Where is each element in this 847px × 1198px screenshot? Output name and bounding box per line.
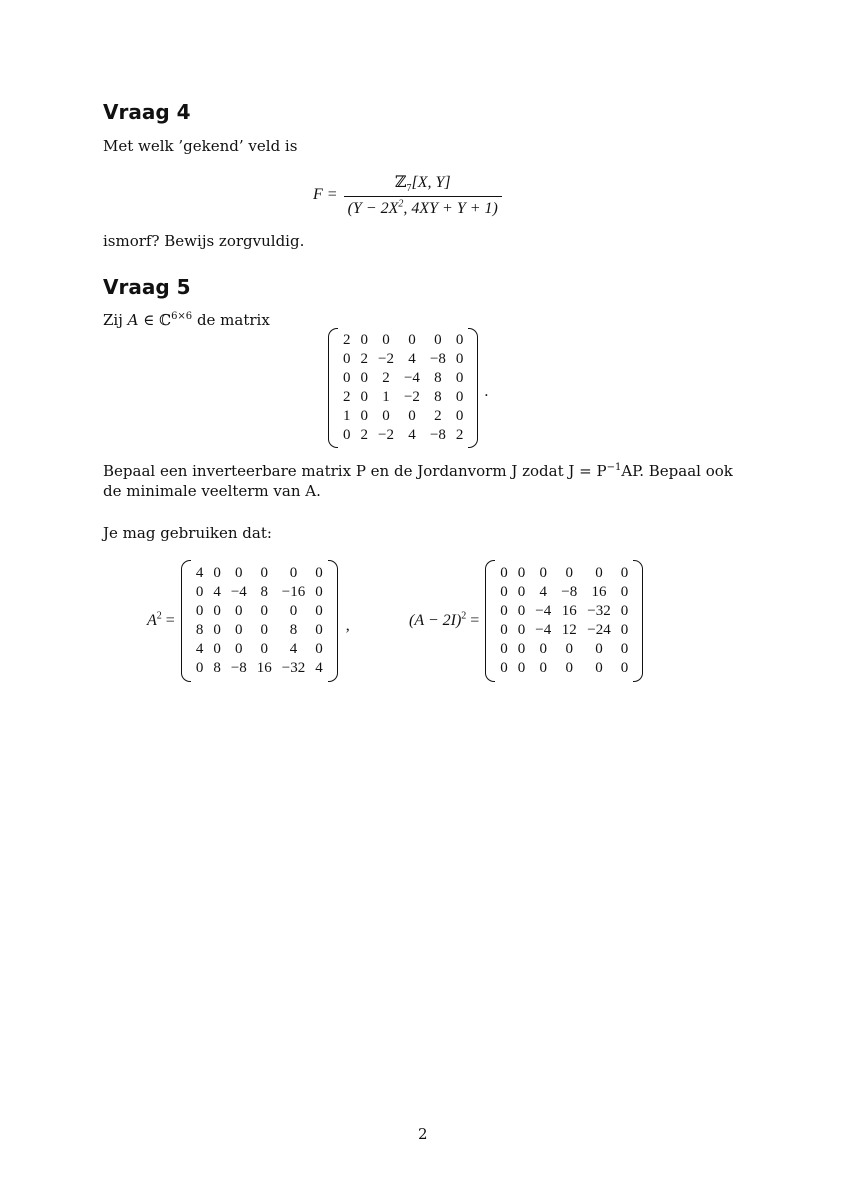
q5-intro-post: de matrix: [192, 311, 270, 329]
matrix-a2-row: [191, 640, 328, 659]
matrix-b-cell: 0: [620, 603, 629, 619]
matrix-a2-cell: 0: [289, 565, 298, 581]
matrix-a2-row: [191, 659, 328, 678]
matrix-b-cell: 0: [620, 641, 629, 657]
matrix-a-cell: 2: [343, 389, 351, 405]
matrix-a2-cell: 0: [213, 603, 221, 619]
q5-task-line1-text: Bepaal een inverteerbare matrix P en de Jordanvorm J zodat J = P: [103, 462, 607, 480]
matrix-a2-cell: 16: [256, 660, 272, 676]
matrix-a-right-paren: [468, 328, 478, 448]
matrix-a-cell: 2: [434, 408, 442, 424]
matrix-a-cell: 2: [382, 370, 390, 386]
matrix-a-cell: 0: [343, 427, 351, 443]
matrix-a-cell: 0: [360, 408, 368, 424]
q5-task-line2: de minimale veelterm van A.: [103, 482, 321, 500]
matrix-a2-cell: 0: [235, 565, 243, 581]
matrix-b-cell: 0: [500, 660, 508, 676]
matrix-b-cell: 0: [539, 660, 548, 676]
matrix-a2-cell: 8: [195, 622, 204, 638]
q4-den-b: , 4XY + Y + 1): [403, 200, 498, 218]
q5-intro: [103, 310, 270, 330]
matrix-a-period: .: [484, 383, 489, 400]
matrix-a2-cell: 4: [195, 565, 204, 581]
matrix-b-cell: 0: [595, 565, 603, 581]
matrix-a2-cell: 0: [213, 622, 221, 638]
matrix-b-right-paren: [633, 560, 643, 682]
matrix-a-cell: 0: [455, 370, 464, 386]
matrix-b-cell: 0: [565, 660, 573, 676]
matrix-a2-cell: 4: [315, 660, 323, 676]
matrix-b-row: [495, 640, 633, 659]
matrix-a-cell: 0: [343, 351, 351, 367]
matrix-b-cell: 0: [565, 641, 573, 657]
matrix-a-cell: 0: [360, 332, 368, 348]
matrix-a2-cell: 0: [235, 641, 243, 657]
q4-outro: ismorf? Bewijs zorgvuldig.: [103, 232, 305, 250]
a2-label-exp: 2: [156, 610, 162, 622]
matrix-a-cell: −4: [403, 370, 420, 386]
matrix-b-cell: 0: [500, 584, 508, 600]
q5-intro-exp: 6×6: [171, 311, 193, 322]
b-label: [409, 612, 479, 630]
matrix-a2-cell: 0: [289, 603, 298, 619]
matrix-a2-cell: 0: [213, 565, 221, 581]
matrix-a-cell: −2: [378, 427, 394, 443]
matrix-b-cell: 0: [539, 565, 548, 581]
matrix-a: [328, 328, 478, 448]
matrix-a-cell: 0: [455, 408, 464, 424]
matrix-a-cell: 2: [360, 427, 368, 443]
matrix-a-cell: 0: [343, 370, 351, 386]
matrix-a2-row: [191, 583, 328, 602]
matrix-b-cell: 0: [500, 641, 508, 657]
q5-intro-mid: ∈ ℂ: [138, 311, 172, 329]
matrix-b-cell: 0: [517, 660, 526, 676]
q4-intro: Met welk ’gekend’ veld is: [103, 137, 298, 155]
matrix-a-cell: 0: [455, 332, 464, 348]
matrix-a-cell: 8: [434, 370, 442, 386]
matrix-a-cell: 1: [343, 408, 351, 424]
matrix-b: [485, 560, 643, 682]
matrix-a2-right-paren: [328, 560, 338, 682]
matrix-b-cell: 0: [517, 565, 526, 581]
matrix-b-cell: 0: [620, 584, 629, 600]
matrix-a-cell: 0: [434, 332, 442, 348]
matrix-b-cell: −8: [561, 584, 578, 600]
matrix-a-row: [338, 426, 468, 445]
matrix-a2-cell: 0: [315, 603, 323, 619]
matrix-b-cell: −32: [587, 603, 611, 619]
matrix-a2-cell: 0: [260, 622, 269, 638]
q4-num-ring: ℤ: [394, 174, 407, 191]
b-label-eq: =: [466, 612, 480, 629]
matrix-b-cell: 0: [500, 603, 508, 619]
matrix-a-cell: −8: [429, 351, 446, 367]
matrix-a-cell: 0: [408, 408, 416, 424]
matrix-a2-table: [191, 564, 328, 678]
matrix-b-cell: 16: [561, 603, 577, 619]
matrix-a2-cell: 4: [195, 641, 204, 657]
q5-intro-var: A: [127, 311, 139, 329]
matrix-b-cell: 0: [595, 660, 603, 676]
matrix-b-cell: 12: [561, 622, 577, 638]
matrix-a2-cell: −16: [281, 584, 306, 600]
matrix-b-cell: 16: [591, 584, 607, 600]
q4-heading: Vraag 4: [103, 100, 191, 124]
matrix-a2-cell: 0: [315, 641, 323, 657]
matrix-a-cell: 4: [408, 351, 416, 367]
matrix-a-cell: 0: [360, 389, 368, 405]
matrix-a-cell: −8: [429, 427, 446, 443]
matrix-b-cell: 0: [517, 584, 526, 600]
q5-intro-pre: Zij: [103, 311, 128, 329]
matrix-a-cell: 0: [360, 370, 368, 386]
matrix-a-cell: 0: [382, 332, 390, 348]
q4-den-exp: 2: [398, 198, 404, 210]
q4-num-sub: 7: [406, 183, 412, 195]
matrix-a2-cell: 0: [260, 641, 269, 657]
matrix-a-row: [338, 369, 468, 388]
q5-heading: Vraag 5: [103, 275, 191, 299]
matrix-a2-cell: 4: [289, 641, 298, 657]
matrix-a2-block: [147, 560, 350, 682]
matrix-b-cell: 0: [517, 622, 526, 638]
q5-task-line1-end: AP. Bepaal ook: [621, 462, 733, 480]
matrix-b-cell: 0: [620, 660, 629, 676]
matrix-a-cell: 1: [382, 389, 390, 405]
matrix-a-cell: 0: [408, 332, 416, 348]
q5-task-exp: −1: [606, 462, 622, 473]
a2-label-eq: =: [161, 612, 175, 629]
matrix-b-cell: 0: [620, 565, 629, 581]
matrix-a-left-paren: [328, 328, 338, 448]
matrix-a2-row: [191, 564, 328, 583]
matrix-b-row: [495, 621, 633, 640]
matrix-a-block: [328, 328, 488, 448]
matrix-a-cell: 4: [408, 427, 416, 443]
matrix-a2-left-paren: [181, 560, 191, 682]
page-number: 2: [418, 1125, 428, 1143]
q4-fraction: [344, 172, 502, 218]
matrix-b-cell: −24: [587, 622, 611, 638]
matrix-a-row: [338, 350, 468, 369]
matrix-a2-cell: −4: [230, 584, 247, 600]
matrix-a-cell: 0: [382, 408, 390, 424]
matrix-b-cell: 0: [500, 565, 508, 581]
matrix-a2-cell: 0: [213, 641, 221, 657]
matrix-b-cell: −4: [535, 603, 552, 619]
matrix-b-row: [495, 583, 633, 602]
matrix-a2-cell: 8: [213, 660, 221, 676]
q4-numerator: [389, 172, 457, 196]
matrix-b-cell: 0: [595, 641, 603, 657]
matrix-b-table: [495, 564, 633, 678]
a2-label: [147, 612, 175, 630]
matrix-b-cell: −4: [535, 622, 552, 638]
matrix-b-row: [495, 659, 633, 678]
q5-hint: Je mag gebruiken dat:: [103, 524, 272, 542]
q4-denominator: [344, 196, 502, 218]
matrix-a2-cell: 4: [213, 584, 221, 600]
matrix-a2-cell: −8: [230, 660, 247, 676]
matrix-a-row: [338, 331, 468, 350]
matrix-a2-cell: 8: [260, 584, 269, 600]
matrix-b-block: [409, 560, 643, 682]
matrix-a2: [181, 560, 338, 682]
matrix-b-row: [495, 602, 633, 621]
matrix-a2-cell: −32: [281, 660, 306, 676]
matrix-a2-cell: 8: [289, 622, 298, 638]
matrix-a2-cell: 0: [315, 584, 323, 600]
q5-task-line1: [103, 461, 753, 481]
q4-lhs: F =: [313, 186, 338, 204]
q4-den-a: (Y − 2X: [347, 200, 399, 218]
matrix-a2-cell: 0: [315, 565, 323, 581]
matrix-a2-row: [191, 602, 328, 621]
matrix-a2-cell: 0: [195, 660, 204, 676]
matrix-a2-row: [191, 621, 328, 640]
q5-task: [103, 461, 753, 501]
matrix-b-cell: 0: [500, 622, 508, 638]
matrix-b-cell: 0: [517, 603, 526, 619]
matrix-a2-cell: 0: [315, 622, 323, 638]
matrix-a-cell: 2: [360, 351, 368, 367]
matrix-a-cell: 2: [455, 427, 464, 443]
matrix-a-cell: −2: [378, 351, 394, 367]
matrix-b-cell: 0: [539, 641, 548, 657]
matrix-a-cell: −2: [403, 389, 420, 405]
q4-formula: [313, 172, 502, 218]
q4-num-vars: [X, Y]: [411, 174, 451, 191]
matrix-separator-comma: ,: [345, 617, 350, 634]
matrix-a-cell: 0: [455, 389, 464, 405]
matrix-a-cell: 2: [343, 332, 351, 348]
matrix-a2-cell: 0: [195, 603, 204, 619]
matrix-a2-cell: 0: [235, 622, 243, 638]
matrix-b-row: [495, 564, 633, 583]
b-label-expr: (A − 2I): [409, 612, 462, 629]
matrix-a2-cell: 0: [260, 603, 269, 619]
matrix-a-row: [338, 388, 468, 407]
matrix-a-cell: 0: [455, 351, 464, 367]
matrix-a2-cell: 0: [195, 584, 204, 600]
matrix-a2-cell: 0: [260, 565, 269, 581]
b-label-exp: 2: [461, 610, 467, 622]
a2-label-var: A: [147, 612, 157, 629]
matrix-b-cell: 0: [620, 622, 629, 638]
matrix-b-cell: 0: [565, 565, 573, 581]
matrix-b-left-paren: [485, 560, 495, 682]
matrix-b-cell: 4: [539, 584, 548, 600]
matrix-a-table: [338, 331, 468, 445]
matrix-b-cell: 0: [517, 641, 526, 657]
matrix-a2-cell: 0: [235, 603, 243, 619]
matrix-a-row: [338, 407, 468, 426]
matrix-a-cell: 8: [434, 389, 442, 405]
